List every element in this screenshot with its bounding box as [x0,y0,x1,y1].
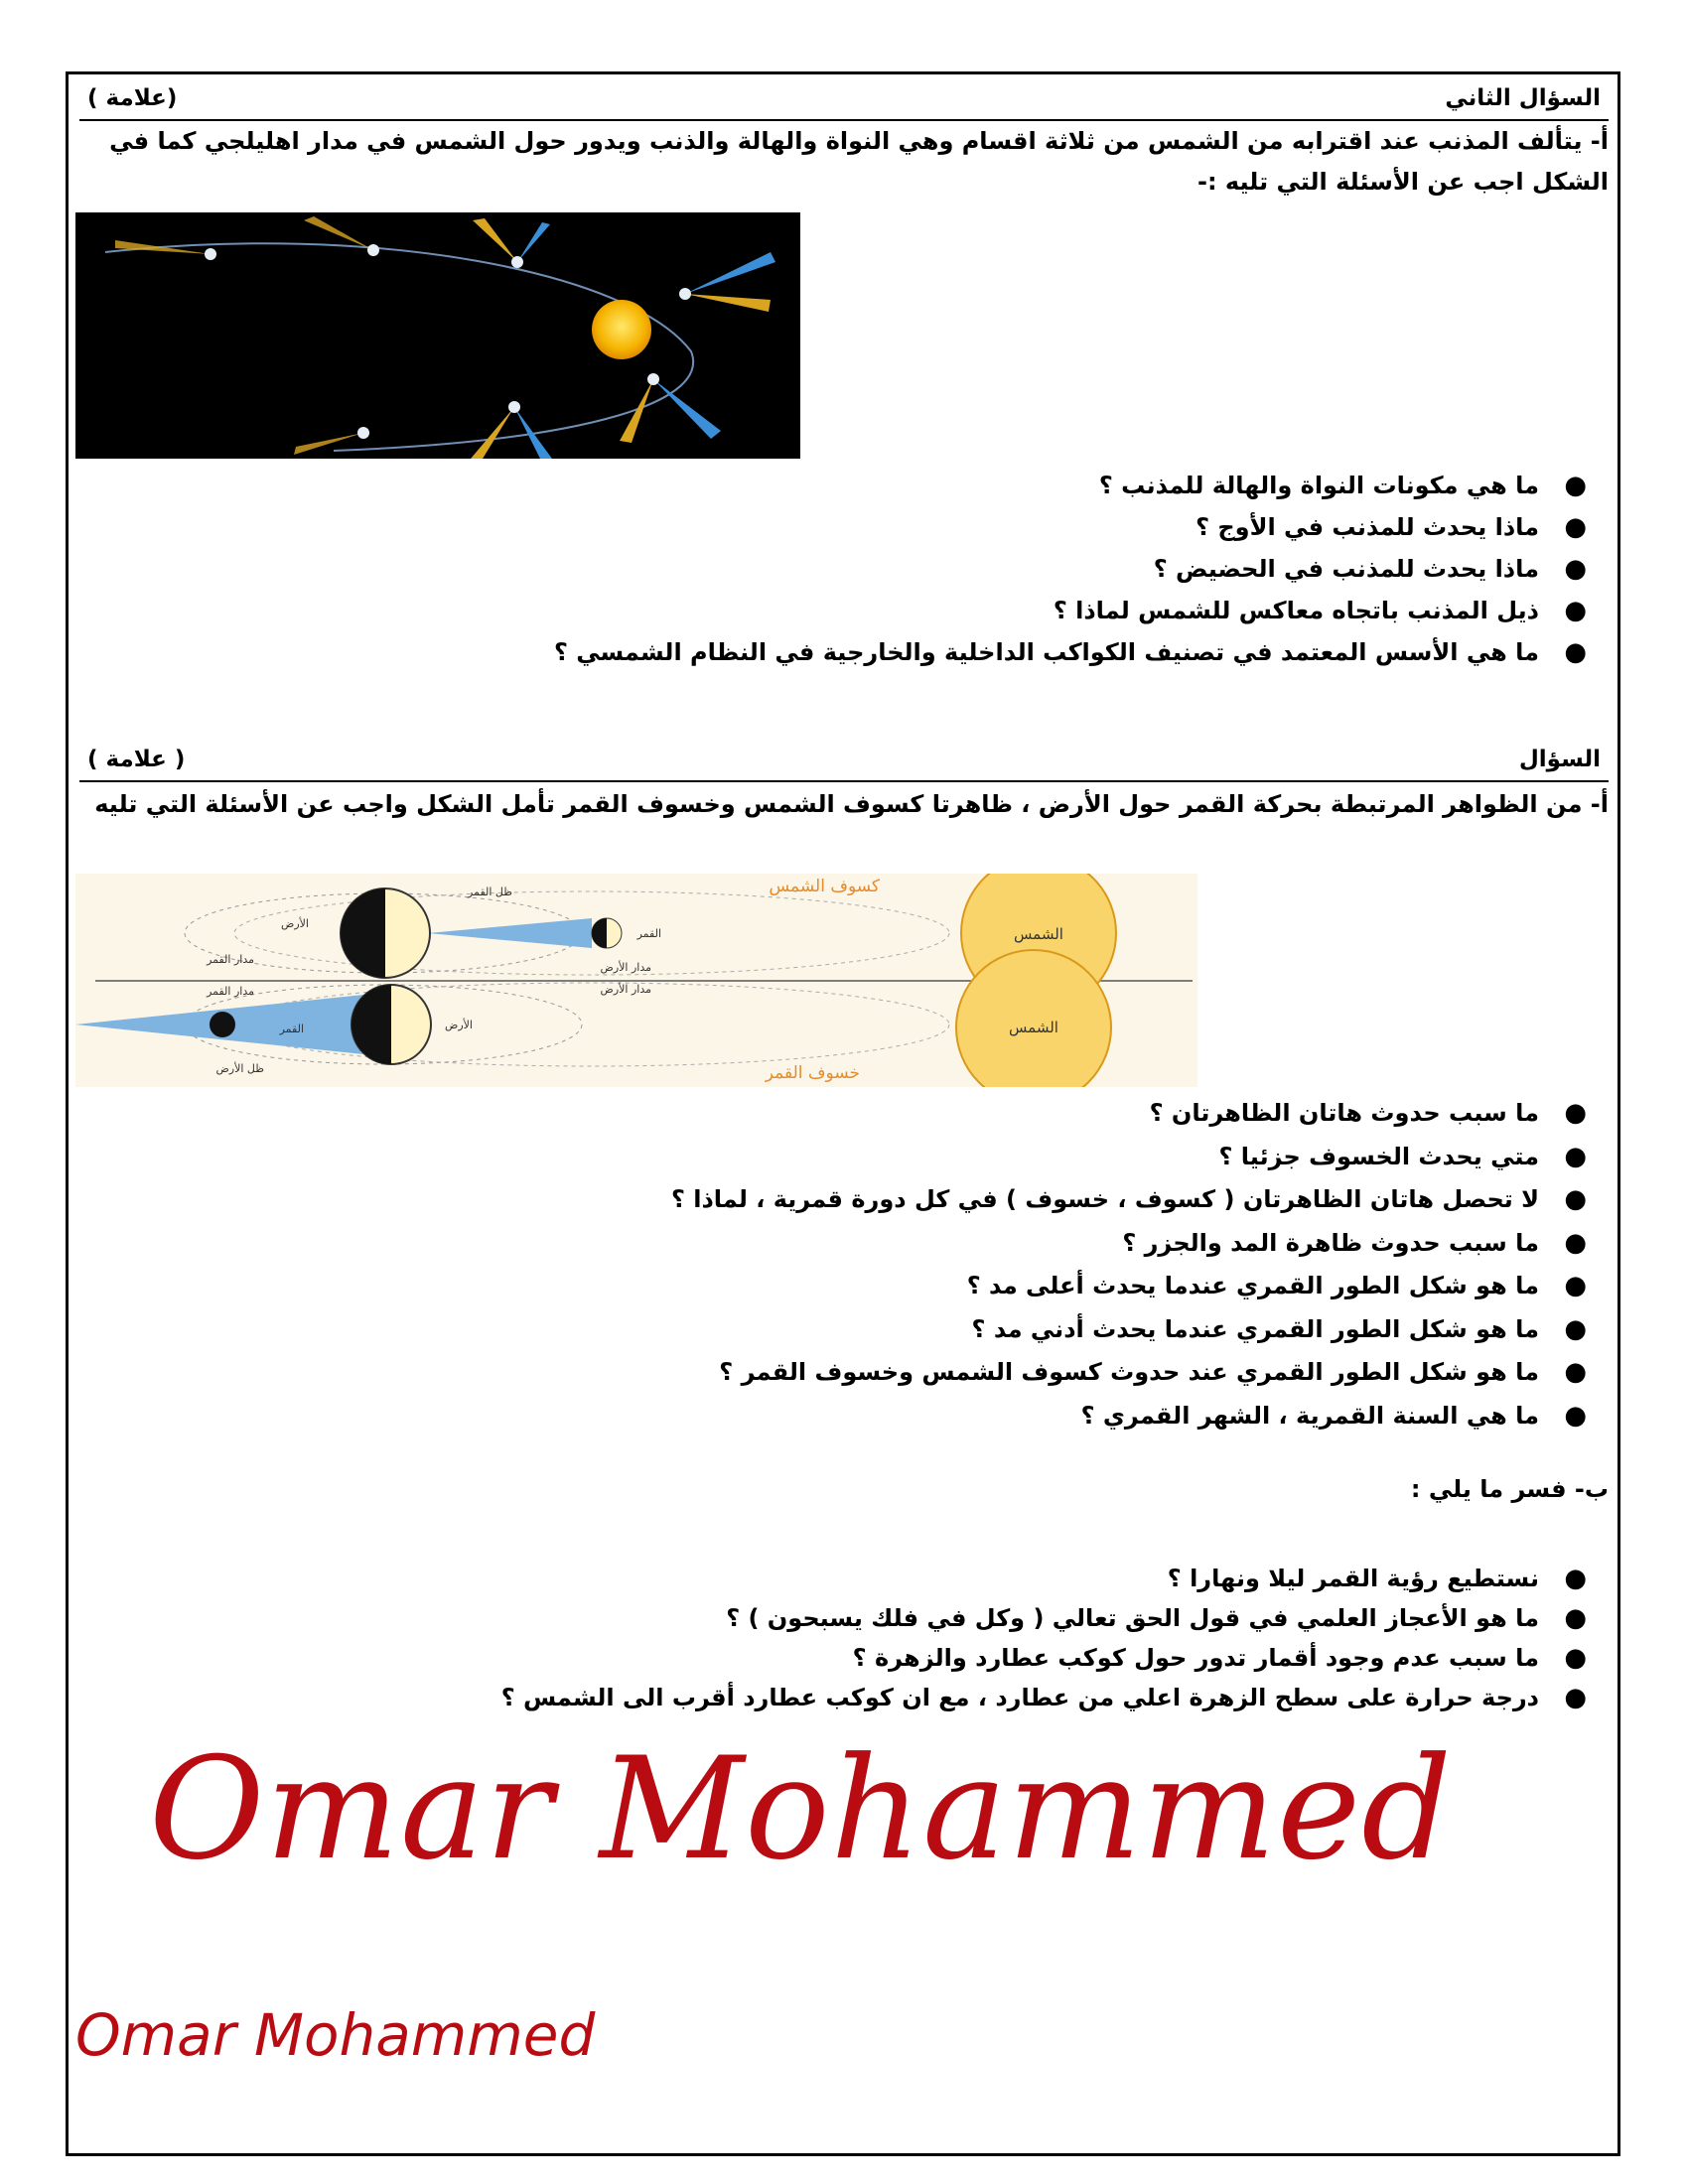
sun-icon [592,300,651,359]
moon-orbit-label: مدار القمر [207,953,254,966]
question-2-intro: أ- يتألف المذنب عند اقترابه من الشمس من ثلاثة اقسام وهي النواة والهالة والذنب ويدور حول الشمس في مدار اهليلجي كما في الشكل اجب عن الأسئلة التي تليه :- [109,127,1609,196]
list-item: ● ما سبب حدوث هاتان الظاهرتان ؟ [1149,1098,1587,1128]
solar-eclipse-title: كسوف الشمس [769,877,880,896]
list-item: ● درجة حرارة على سطح الزهرة اعلي من عطارد ، مع ان كوكب عطارد أقرب الى الشمس ؟ [500,1683,1587,1712]
moon-shadow-label: ظل القمر [468,886,512,898]
part-b-heading: ب- فسر ما يلي : [1410,1475,1609,1503]
comet-orbit-figure [75,212,800,459]
list-item: ● ما هو الأعجاز العلمي في قول الحق تعالي ( وكل في فلك يسبحون ) ؟ [726,1603,1587,1633]
earth-label: الأرض [445,1019,473,1031]
earth-shadow-label: ظل الأرض [215,1062,264,1075]
list-item: ● ذيل المذنب باتجاه معاكس للشمس لماذا ؟ [1053,596,1587,625]
question-3-title: السؤال [1518,747,1601,772]
question-3-mark: ( علامة ) [87,747,186,772]
signature-large: Omar Mohammed [149,1727,1453,1891]
comet-nucleus [511,256,523,268]
list-item: ● لا تحصل هاتان الظاهرتان ( كسوف ، خسوف ) في كل دورة قمرية ، لماذا ؟ [670,1184,1587,1214]
explain-list [501,1559,1609,1717]
signature-small: Omar Mohammed [75,2001,596,2069]
sun-label: الشمس [1009,1019,1058,1036]
list-item: ● ماذا يحدث للمذنب في الحضيض ؟ [1153,554,1587,584]
list-item: ● ماذا يحدث للمذنب في الأوج ؟ [1196,512,1587,542]
list-item: ● ما هو شكل الطور القمري عندما يحدث أعلى مد ؟ [966,1271,1587,1300]
moon-orbit-label: مدار القمر [207,985,254,998]
question-3-intro: أ- من الظواهر المرتبطة بحركة القمر حول الأرض ، ظاهرتا كسوف الشمس وخسوف القمر تأمل الشكل واجب عن الأسئلة التي تليه [94,790,1609,818]
question-2-list [554,465,1609,673]
earth-label: الأرض [281,917,309,930]
earth-orbit-label: مدار الأرض [600,983,651,996]
list-item: ● نستطيع رؤية القمر ليلا ونهارا ؟ [1167,1564,1587,1593]
earth-orbit-label: مدار الأرض [600,961,651,974]
list-item: ● متي يحدث الخسوف جزئيا ؟ [1218,1141,1587,1171]
comet-nucleus [357,427,369,439]
question-2-header [79,85,1609,121]
list-item: ● ما هي السنة القمرية ، الشهر القمري ؟ [1080,1400,1587,1431]
moon-icon [210,1012,235,1037]
list-item: ● ما سبب عدم وجود أقمار تدور حول كوكب عطارد والزهرة ؟ [852,1643,1587,1673]
comet-nucleus [205,248,216,260]
list-item: ● ما هو شكل الطور القمري عند حدوث كسوف الشمس وخسوف القمر ؟ [719,1357,1587,1387]
list-item: ● ما سبب حدوث ظاهرة المد والجزر ؟ [1122,1227,1587,1258]
list-item: ● ما هو شكل الطور القمري عندما يحدث أدني مد ؟ [971,1313,1587,1344]
moon-label: القمر [636,927,661,940]
figure-background [75,212,800,459]
question-3-header [79,747,1609,782]
sun-label: الشمس [1014,925,1063,943]
moon-label: القمر [279,1023,304,1035]
list-item: ● ما هي الأسس المعتمد في تصنيف الكواكب الداخلية والخارجية في النظام الشمسي ؟ [553,637,1587,667]
comet-nucleus [508,401,520,413]
question-2-mark: (علامة ) [87,85,178,111]
comet-nucleus [647,373,659,385]
eclipse-diagram [75,874,1197,1087]
question-3-list [671,1092,1609,1437]
list-item: ● ما هي مكونات النواة والهالة للمذنب ؟ [1098,471,1587,500]
comet-nucleus [679,288,691,300]
lunar-eclipse-title: خسوف القمر [765,1063,860,1083]
question-2-title: السؤال الثاني [1445,85,1601,111]
comet-nucleus [367,244,379,256]
